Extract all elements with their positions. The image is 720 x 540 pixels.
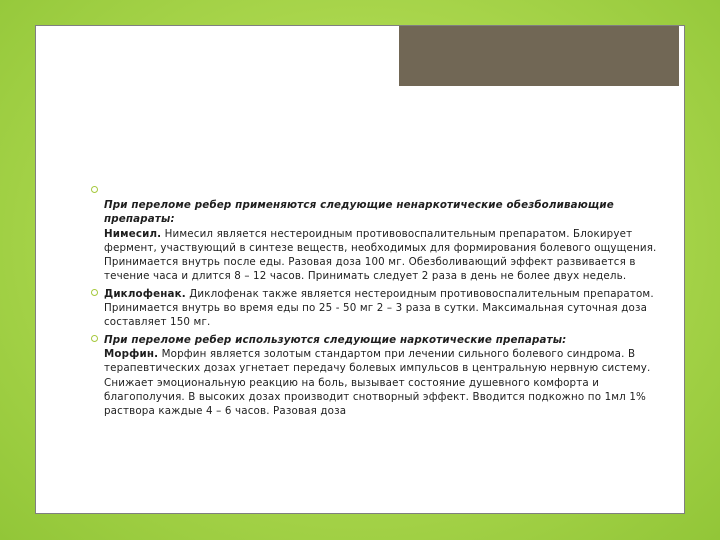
diclofenac-description: Диклофенак также является нестероидным противовоспалительным препаратом. Принимается внутрь во время еды по 25 - 50 мг 2 – 3 раза в сутки. Максимальная суточная доза составляет 150 мг.: [104, 287, 654, 329]
narcotic-heading: При переломе ребер используются следующие наркотические препараты:: [104, 333, 567, 346]
bullet-item-diclofenac: [91, 287, 666, 330]
circle-bullet-icon: [91, 289, 98, 296]
circle-bullet-icon: [91, 335, 98, 342]
drug-name-nimesil: Нимесил.: [104, 227, 162, 240]
slide-content: [91, 184, 666, 421]
drug-name-diclofenac: Диклофенак.: [104, 287, 186, 300]
drug-name-morphine: Морфин.: [104, 347, 159, 360]
slide: [35, 25, 685, 514]
bullet-item-nimesil: [91, 184, 666, 284]
nimesil-description: Нимесил является нестероидным противовоспалительным препаратом. Блокирует фермент, участвующий в синтезе веществ, необходимых для формирования болевого ощущения. Принимается внутрь после еды. Разовая доза 100 мг. Обезболивающий эффект развивается в течение часа и длится 8 – 12 часов. Принимать следует 2 раза в день не более двух недель.: [104, 227, 657, 283]
header-bar: [399, 26, 679, 86]
morphine-description: Морфин является золотым стандартом при лечении сильного болевого синдрома. В терапевтических дозах угнетает передачу болевых импульсов в центральную нервную систему. Снижает эмоциональную реакцию на боль, вызывает состояние душевного комфорта и благополучия. В высоких дозах производит снотворный эффект. Вводится подкожно по 1мл 1% раствора каждые 4 – 6 часов. Разовая доза: [104, 347, 651, 418]
circle-bullet-icon: [91, 186, 98, 193]
bullet-item-morphine: [91, 333, 666, 419]
nonnarcotic-heading: При переломе ребер применяются следующие ненаркотические обезболивающие препараты:: [104, 199, 614, 226]
